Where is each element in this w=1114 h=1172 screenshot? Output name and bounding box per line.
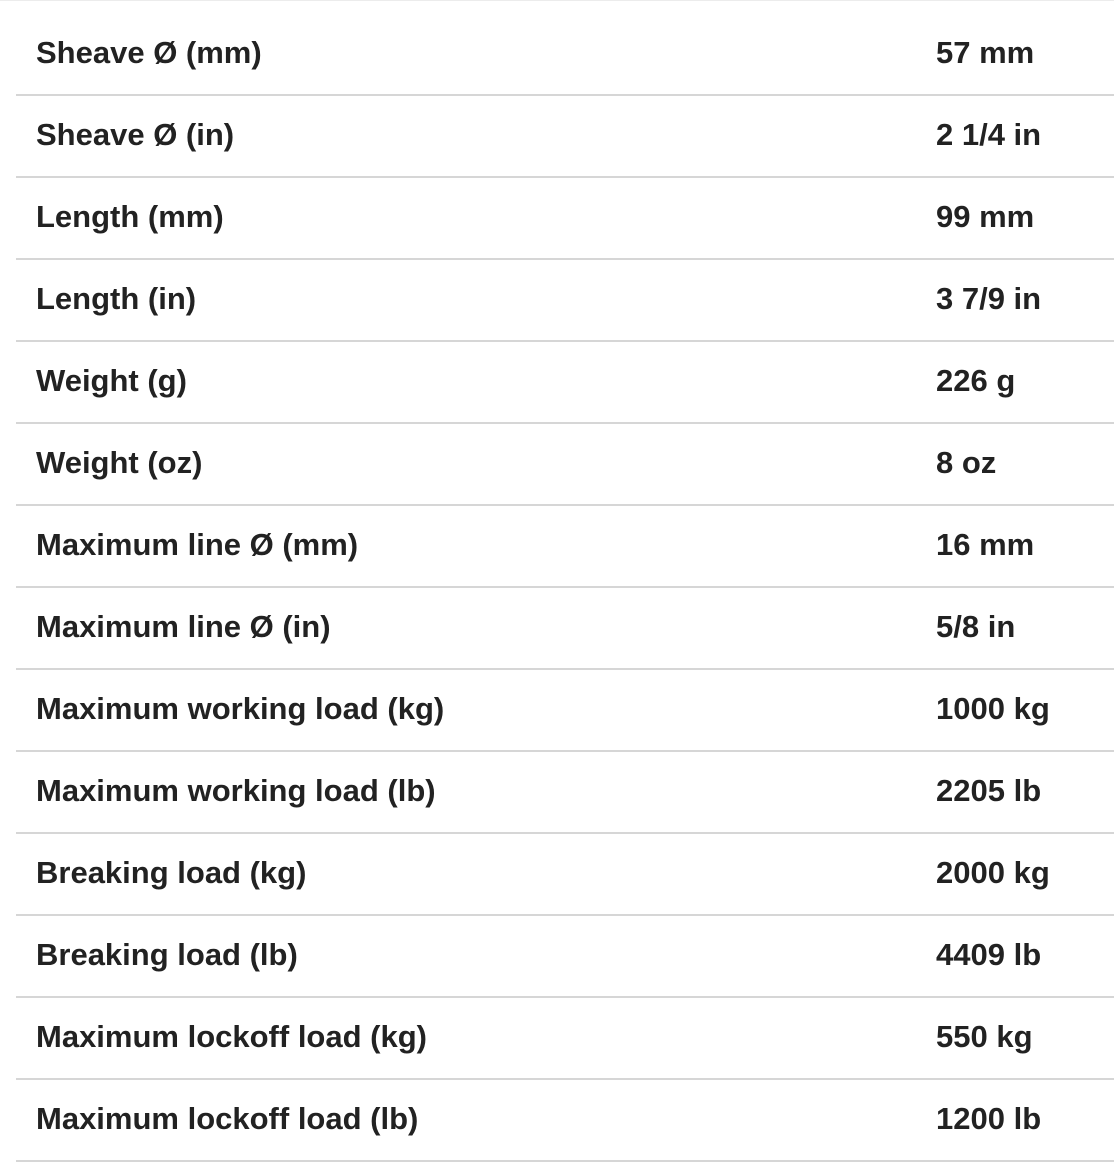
spec-table [16, 14, 1114, 1162]
spec-row-max-working-load-kg [16, 670, 1114, 752]
spec-label: Maximum line Ø (mm) [36, 527, 359, 562]
spec-value: 1000 kg [936, 691, 1050, 726]
spec-label: Weight (oz) [36, 445, 203, 480]
spec-row-breaking-load-kg [16, 834, 1114, 916]
spec-label: Maximum working load (lb) [36, 773, 436, 808]
spec-label: Sheave Ø (in) [36, 117, 235, 152]
spec-row-max-line-in [16, 588, 1114, 670]
spec-row-length-mm [16, 178, 1114, 260]
spec-label: Sheave Ø (mm) [36, 35, 262, 70]
spec-row-sheave-mm [16, 14, 1114, 96]
spec-row-breaking-load-lb [16, 916, 1114, 998]
spec-label: Breaking load (kg) [36, 855, 307, 890]
spec-value: 5/8 in [936, 609, 1016, 644]
spec-label: Breaking load (lb) [36, 937, 298, 972]
spec-value: 226 g [936, 363, 1016, 398]
spec-row-sheave-in [16, 96, 1114, 178]
spec-value: 8 oz [936, 445, 997, 480]
spec-row-max-working-load-lb [16, 752, 1114, 834]
spec-label: Maximum lockoff load (lb) [36, 1101, 419, 1136]
spec-row-length-in [16, 260, 1114, 342]
spec-label: Length (mm) [36, 199, 224, 234]
spec-value: 99 mm [936, 199, 1035, 234]
spec-row-max-lockoff-load-lb [16, 1080, 1114, 1162]
spec-label: Weight (g) [36, 363, 187, 398]
spec-label: Maximum working load (kg) [36, 691, 445, 726]
spec-row-max-lockoff-load-kg [16, 998, 1114, 1080]
spec-row-weight-oz [16, 424, 1114, 506]
spec-row-max-line-mm [16, 506, 1114, 588]
spec-label: Length (in) [36, 281, 197, 316]
spec-value: 2 1/4 in [936, 117, 1042, 152]
spec-value: 4409 lb [936, 937, 1042, 972]
spec-value: 1200 lb [936, 1101, 1042, 1136]
spec-label: Maximum lockoff load (kg) [36, 1019, 427, 1054]
top-edge [0, 0, 1114, 1]
spec-value: 16 mm [936, 527, 1035, 562]
spec-value: 550 kg [936, 1019, 1033, 1054]
spec-label: Maximum line Ø (in) [36, 609, 331, 644]
spec-value: 2205 lb [936, 773, 1042, 808]
spec-value: 57 mm [936, 35, 1035, 70]
spec-value: 3 7/9 in [936, 281, 1042, 316]
spec-row-weight-g [16, 342, 1114, 424]
spec-value: 2000 kg [936, 855, 1050, 890]
